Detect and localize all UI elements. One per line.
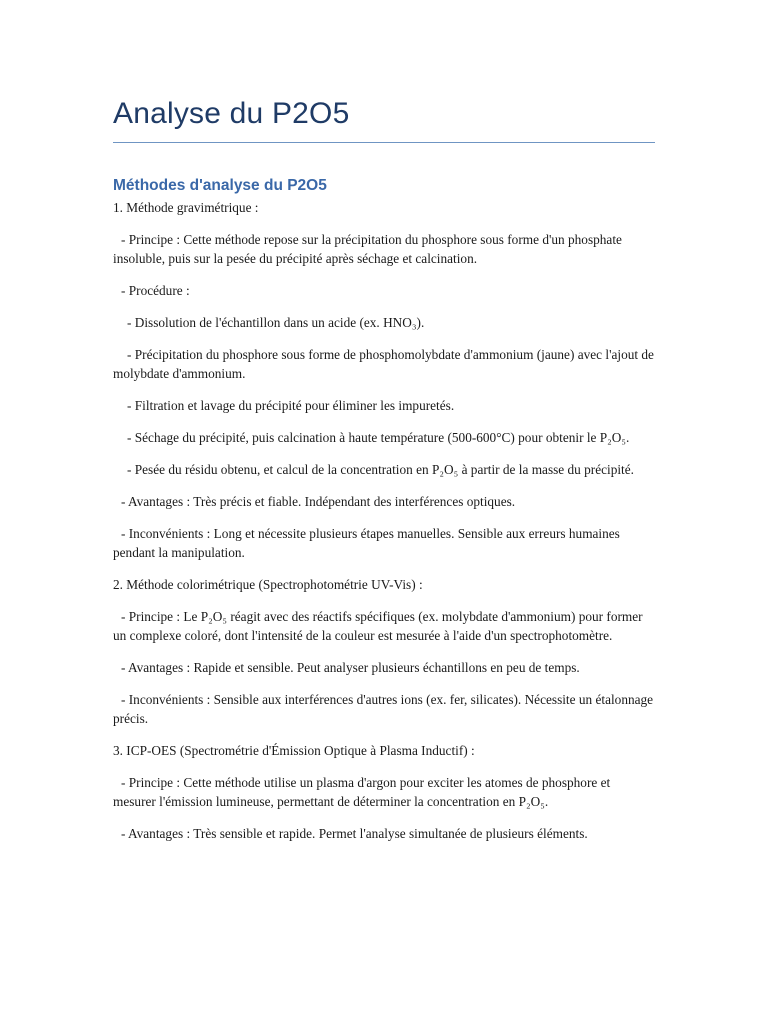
paragraph-advantages-2: - Avantages : Rapide et sensible. Peut analyser plusieurs échantillons en peu de temps. [121,660,580,675]
paragraph-step-weighing: - Pesée du résidu obtenu, et calcul de la concentration en P₂O₅ à partir de la masse du précipité. [127,462,634,477]
section-heading: Méthodes d'analyse du P2O5 [113,177,327,194]
paragraph-procedure: - Procédure : [121,283,190,298]
paragraph-method-2: 2. Méthode colorimétrique (Spectrophotométrie UV-Vis) : [113,577,423,592]
paragraph-principle-3: - Principe : Cette méthode utilise un plasma d'argon pour exciter les atomes de phosphore et mesurer l'émission lumineuse, permettant de déterminer la concentration en P₂O₅. [113,775,614,809]
title-underline [113,142,655,143]
document-title: Analyse du P2O5 [113,97,350,130]
paragraph-step-filtration: - Filtration et lavage du précipité pour éliminer les impuretés. [127,398,455,413]
paragraph-drawbacks-2: - Inconvénients : Sensible aux interférences d'autres ions (ex. fer, silicates). Nécessite un étalonnage précis. [113,692,657,726]
paragraph-advantages-3: - Avantages : Très sensible et rapide. Permet l'analyse simultanée de plusieurs éléments. [121,826,588,841]
paragraph-method-1: 1. Méthode gravimétrique : [113,200,259,215]
paragraph-principle-2: - Principe : Le P₂O₅ réagit avec des réactifs spécifiques (ex. molybdate d'ammonium) pour former un complexe coloré, dont l'intensité de la couleur est mesurée à l'aide d'un spectrophotomètre. [113,609,646,643]
paragraph-advantages-1: - Avantages : Très précis et fiable. Indépendant des interférences optiques. [121,494,516,509]
paragraph-step-drying: - Séchage du précipité, puis calcination à haute température (500-600°C) pour obtenir le P₂O₅. [127,430,630,445]
paragraph-principle-1: - Principe : Cette méthode repose sur la précipitation du phosphore sous forme d'un phosphate insoluble, puis sur la pesée du précipité après séchage et calcination. [113,232,626,266]
paragraph-step-dissolution: - Dissolution de l'échantillon dans un acide (ex. HNO₃). [127,315,425,330]
paragraph-step-precipitation: - Précipitation du phosphore sous forme de phosphomolybdate d'ammonium (jaune) avec l'ajout de molybdate d'ammonium. [113,347,658,381]
paragraph-method-3: 3. ICP-OES (Spectrométrie d'Émission Optique à Plasma Inductif) : [113,743,475,758]
paragraph-drawbacks-1: - Inconvénients : Long et nécessite plusieurs étapes manuelles. Sensible aux erreurs humaines pendant la manipulation. [113,526,624,560]
